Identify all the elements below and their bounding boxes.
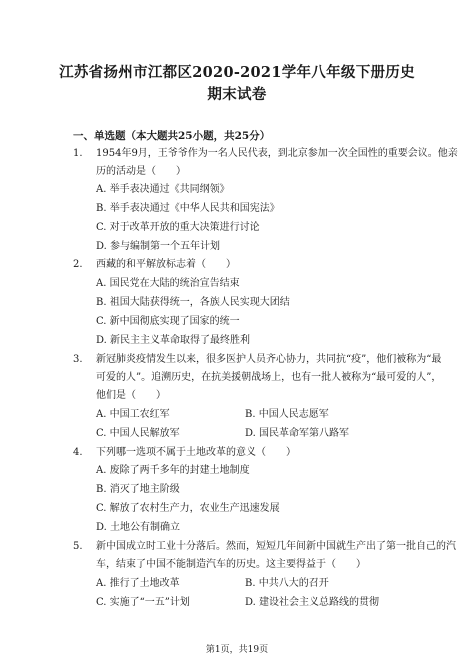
option-b: B. 中国人民志愿军 bbox=[245, 409, 329, 420]
question-number: 5. bbox=[73, 541, 83, 552]
page-title-line2: 期末试卷 bbox=[207, 86, 267, 103]
question-stem-line: 新中国成立时工业十分落后。然而，短短几年间新中国就生产出了第一批自己的汽 bbox=[96, 541, 456, 552]
question-stem-line: 西藏的和平解放标志着（ ） bbox=[96, 259, 236, 270]
page-title-line1: 江苏省扬州市江都区2020-2021学年八年级下册历史 bbox=[59, 64, 415, 81]
option-a: A. 推行了土地改革 bbox=[96, 578, 180, 589]
option-d: D. 土地公有制确立 bbox=[96, 522, 181, 533]
option-a: A. 中国工农红军 bbox=[96, 409, 170, 420]
option-d: D. 国民革命军第八路军 bbox=[245, 428, 350, 439]
section-header: 一、单选题（本大题共25小题，共25分） bbox=[73, 130, 271, 142]
option-a: A. 国民党在大陆的统治宣告结束 bbox=[96, 278, 240, 289]
question-stem-line: 1954年9月，王爷爷作为一名人民代表，到北京参加一次全国性的重要会议。他亲 bbox=[96, 148, 458, 159]
question-stem-line: 新冠肺炎疫情发生以来，很多医护人员齐心协力，共同抗“疫”，他们被称为“最 bbox=[96, 354, 442, 365]
option-d: D. 参与编制第一个五年计划 bbox=[96, 241, 221, 252]
question-number: 4. bbox=[73, 447, 83, 458]
option-c: C. 中国人民解放军 bbox=[96, 428, 180, 439]
question-stem-line: 历的活动是（ ） bbox=[96, 166, 186, 177]
option-c: C. 对于改革开放的重大决策进行讨论 bbox=[96, 222, 260, 233]
option-a: A. 举手表决通过《共同纲领》 bbox=[96, 184, 230, 195]
question-stem-line: 下列哪一选项不属于土地改革的意义（ ） bbox=[96, 447, 296, 458]
question-stem-line: 车，结束了中国不能制造汽车的历史。这主要得益于（ ） bbox=[96, 559, 366, 570]
option-b: B. 中共八大的召开 bbox=[245, 578, 329, 589]
option-b: B. 祖国大陆获得统一，各族人民实现大团结 bbox=[96, 297, 290, 308]
option-c: C. 实施了“一五”计划 bbox=[96, 597, 190, 608]
question-stem-line: 他们是（ ） bbox=[96, 390, 166, 401]
option-d: D. 建设社会主义总路线的贯彻 bbox=[245, 597, 380, 608]
option-d: D. 新民主主义革命取得了最终胜利 bbox=[96, 335, 251, 346]
question-stem-line: 可爱的人”。追溯历史，在抗美援朝战场上，也有一批人被称为“最可爱的人”， bbox=[96, 372, 442, 383]
option-b: B. 消灭了地主阶级 bbox=[96, 484, 180, 495]
option-a: A. 废除了两千多年的封建土地制度 bbox=[96, 465, 250, 476]
question-number: 2. bbox=[73, 259, 83, 270]
option-c: C. 新中国彻底实现了国家的统一 bbox=[96, 316, 240, 327]
option-c: C. 解放了农村生产力，农业生产迅速发展 bbox=[96, 503, 280, 514]
question-number: 3. bbox=[73, 354, 83, 365]
question-number: 1. bbox=[73, 148, 83, 159]
page-footer: 第1页，共19页 bbox=[205, 645, 269, 655]
option-b: B. 举手表决通过《中华人民共和国宪法》 bbox=[96, 203, 280, 214]
